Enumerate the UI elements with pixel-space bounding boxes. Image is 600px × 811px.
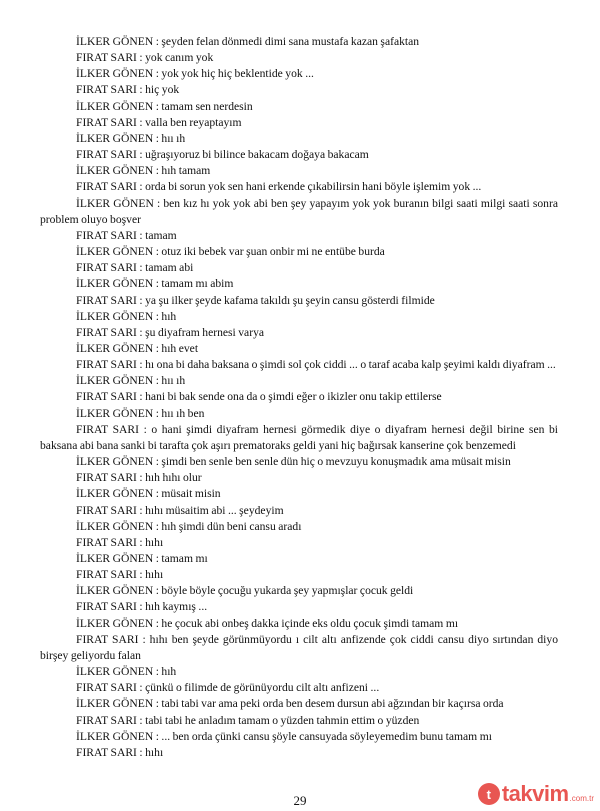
transcript-line: İLKER GÖNEN : hıh xyxy=(76,309,177,323)
transcript-line: İLKER GÖNEN : müsait misin xyxy=(76,487,221,501)
transcript-line: İLKER GÖNEN : şimdi ben senle ben senle dün hiç o mevzuyu konuşmadık ama müsait misin xyxy=(76,455,511,469)
transcript-line: FIRAT SARI : hiç yok xyxy=(76,83,180,97)
takvim-logo-icon: t xyxy=(478,783,500,805)
watermark-text: takvim xyxy=(501,781,569,806)
transcript-line: İLKER GÖNEN : tabi tabi var ama peki orda ben desem dursun abi ağzından bir kaçırsa orda xyxy=(76,697,504,711)
transcript-line: İLKER GÖNEN : hıı ıh ben xyxy=(76,406,205,420)
transcript-line: FIRAT SARI : tabi tabi he anladım tamam o yüzden tahmin ettim o yüzden xyxy=(76,713,420,727)
transcript-line: İLKER GÖNEN : şeyden felan dönmedi dimi sana mustafa kazan şafaktan xyxy=(76,35,420,48)
transcript-line: FIRAT SARI : hıhı xyxy=(76,568,164,582)
transcript-line: FIRAT SARI : hıh hıhı olur xyxy=(76,471,202,485)
transcript-line: İLKER GÖNEN : hıh evet xyxy=(76,341,199,355)
transcript-line: İLKER GÖNEN : hıh xyxy=(76,665,177,679)
transcript-line: FIRAT SARI : hıhı müsaitim abi ... şeydeyim xyxy=(76,503,284,517)
transcript-line: FIRAT SARI : hı ona bi daha baksana o şimdi sol çok ciddi ... o taraf acaba kalp şeyimi kaldı diyafram ... xyxy=(76,358,556,372)
transcript-line: İLKER GÖNEN : tamam sen nerdesin xyxy=(76,99,253,113)
transcript-line: FIRAT SARI : yok canım yok xyxy=(76,51,214,65)
page-number: 29 xyxy=(293,793,307,808)
transcript-line: İLKER GÖNEN : tamam mı abim xyxy=(76,277,234,291)
transcript-line: FIRAT SARI : tamam abi xyxy=(76,261,194,275)
transcript-line: İLKER GÖNEN : ... ben orda çünki cansu şöyle cansuyada söyleyemedim bunu tamam mı xyxy=(76,729,492,743)
transcript-line: İLKER GÖNEN : yok yok hiç hiç beklentide yok ... xyxy=(76,67,314,81)
transcript-line: İLKER GÖNEN : tamam mı xyxy=(76,552,208,565)
transcript-line: İLKER GÖNEN : hıh tamam xyxy=(76,164,211,178)
transcript-line: FIRAT SARI : hani bi bak sende ona da o şimdi eğer o ikizler onu takip ettilerse xyxy=(76,390,442,404)
transcript-line: İLKER GÖNEN : böyle böyle çocuğu yukarda şey yapmışlar çocuk geldi xyxy=(76,584,414,598)
transcript-line: FIRAT SARI : orda bi sorun yok sen hani erkende çıkabilirsin hani böyle işlemim yok ... xyxy=(76,180,482,194)
transcript-line: FIRAT SARI : hıhı xyxy=(76,745,164,759)
transcript-line: FIRAT SARI : ya şu ilker şeyde kafama takıldı şu şeyin cansu gösterdi filmide xyxy=(76,293,435,307)
transcript-line: FIRAT SARI : çünkü o filimde de görünüyordu cilt altı anfizeni ... xyxy=(76,681,380,695)
transcript-line: İLKER GÖNEN : he çocuk abi onbeş dakka içinde eks oldu çocuk şimdi tamam mı xyxy=(76,616,459,630)
transcript-body xyxy=(40,34,558,761)
transcript-line: FIRAT SARI : tamam xyxy=(76,228,177,242)
transcript-line: İLKER GÖNEN : otuz iki bebek var şuan onbir mi ne entübe burda xyxy=(76,245,385,259)
transcript-line: FIRAT SARI : uğraşıyoruz bi bilince bakacam doğaya bakacam xyxy=(76,148,369,162)
watermark-domain: .com.tr xyxy=(569,794,594,803)
transcript-line: FIRAT SARI : şu diyafram hernesi varya xyxy=(76,325,265,339)
transcript-line: FIRAT SARI : hıhı ben şeyde görünmüyordu ı cilt altı anfizende çok ciddi cansu diyo sırtından diyo birşey geliyordu falan xyxy=(40,632,558,662)
transcript-line: FIRAT SARI : o hani şimdi diyafram hernesi görmedik diye o diyafram hernesi değil birine sen bi baksana abi bana sanki bi tarafta çok aşırı prematoraks geldi yani hiç bağırsak kanserine çok benzemedi xyxy=(40,422,558,452)
transcript-line: İLKER GÖNEN : hıı ıh xyxy=(76,131,186,145)
transcript-line: FIRAT SARI : hıhı xyxy=(76,535,164,549)
transcript-line: İLKER GÖNEN : hıh şimdi dün beni cansu aradı xyxy=(76,519,302,533)
transcript-line: FIRAT SARI : valla ben reyaptayım xyxy=(76,115,242,129)
takvim-watermark xyxy=(478,781,594,807)
transcript-line: İLKER GÖNEN : ben kız hı yok yok abi ben şey yapayım yok yok buranın bilgi saati milgi saati sonra problem oluyo boşver xyxy=(40,196,558,226)
transcript-line: FIRAT SARI : hıh kaymış ... xyxy=(76,600,208,614)
transcript-line: İLKER GÖNEN : hıı ıh xyxy=(76,374,186,388)
